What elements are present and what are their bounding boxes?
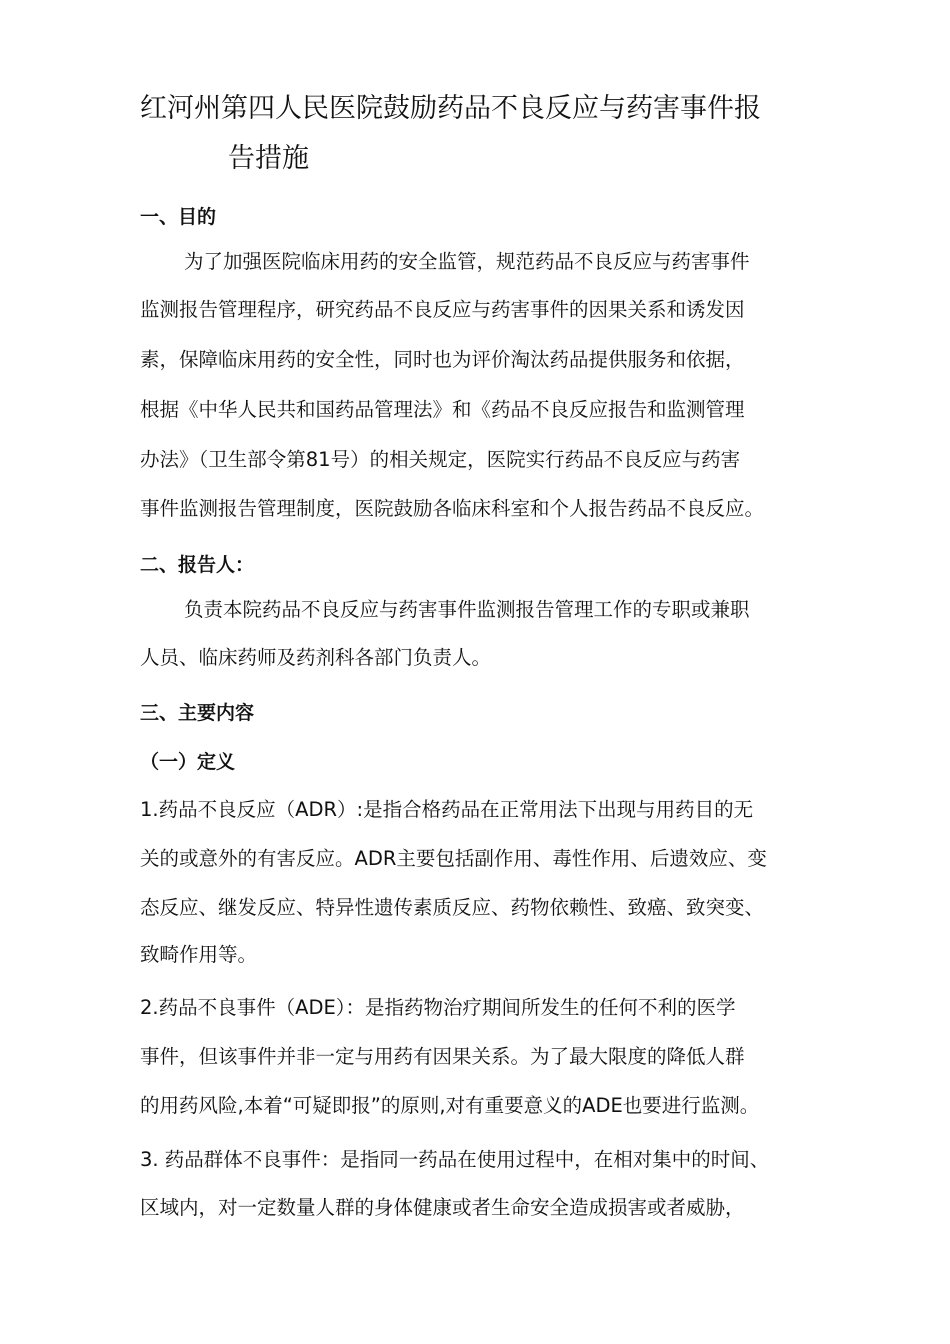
section2-heading: 二、报告人： [140,554,255,576]
section2-line: 人员、临床药师及药剂科各部门负责人。 [140,646,492,669]
section1-line: 办法》（卫生部令第81号）的相关规定，医院实行药品不良反应与药害 [140,448,741,471]
definition-1-line: 关的或意外的有害反应。ADR主要包括副作用、毒性作用、后遗效应、变 [140,847,767,870]
definition-2-line: 的用药风险,本着“可疑即报”的原则,对有重要意义的ADE也要进行监测。 [140,1094,760,1117]
section3-heading: 三、主要内容 [140,702,255,724]
definition-3-line: 3. 药品群体不良事件：是指同一药品在使用过程中，在相对集中的时间、 [140,1148,770,1171]
section1-line: 素，保障临床用药的安全性，同时也为评价淘汰药品提供服务和依据， [140,348,745,371]
definition-1-line: 致畸作用等。 [140,943,258,966]
section1-line: 为了加强医院临床用药的安全监管，规范药品不良反应与药害事件 [184,250,750,273]
section3-subheading: （一）定义 [140,751,236,773]
section1-line: 根据《中华人民共和国药品管理法》和《药品不良反应报告和监测管理 [140,398,745,421]
definition-3-line: 区域内，对一定数量人群的身体健康或者生命安全造成损害或者威胁， [140,1196,745,1219]
definition-2-line: 2.药品不良事件（ADE）：是指药物治疗期间所发生的任何不利的医学 [140,996,736,1019]
section2-line: 负责本院药品不良反应与药害事件监测报告管理工作的专职或兼职 [184,598,750,621]
definition-2-line: 事件，但该事件并非一定与用药有因果关系。为了最大限度的降低人群 [140,1045,745,1068]
section1-line: 监测报告管理程序，研究药品不良反应与药害事件的因果关系和诱发因 [140,298,745,321]
section1-line: 事件监测报告管理制度，医院鼓励各临床科室和个人报告药品不良反应。 [140,497,765,520]
document-title-line2: 告措施 [228,143,309,174]
document-title-line1: 红河州第四人民医院鼓励药品不良反应与药害事件报 [140,93,761,124]
definition-1-line: 1.药品不良反应（ADR）:是指合格药品在正常用法下出现与用药目的无 [140,798,754,821]
section1-heading: 一、目的 [140,206,217,228]
definition-1-line: 态反应、继发反应、特异性遗传素质反应、药物依赖性、致癌、致突变、 [140,896,765,919]
